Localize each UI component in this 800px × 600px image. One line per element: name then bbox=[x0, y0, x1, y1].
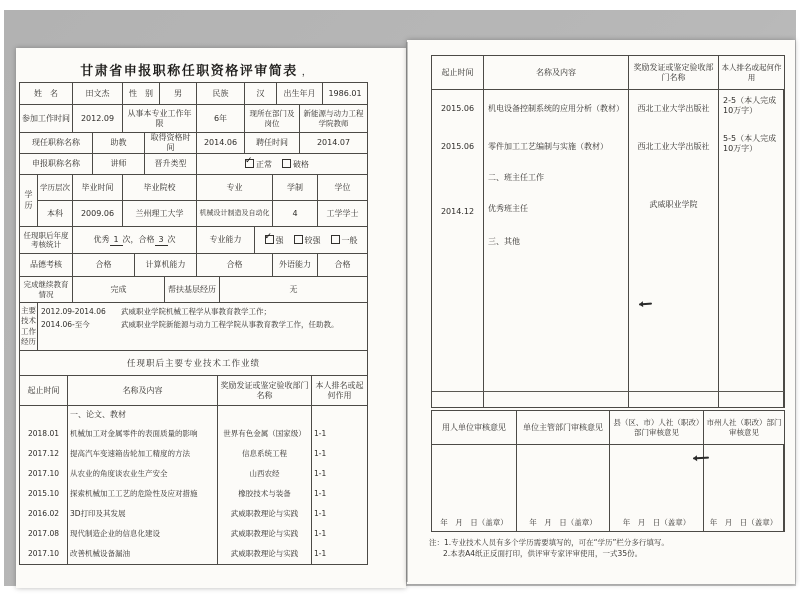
career-period: 2012.09-2014.06 bbox=[41, 307, 106, 316]
work-name: 从农业的角度谈农业生产安全 bbox=[68, 464, 218, 484]
footnote-line: 2.本表A4纸正反面打印，供评审专家评审使用，一式35份。 bbox=[443, 548, 643, 558]
language-value: 合格 bbox=[334, 260, 351, 269]
appraisal-stats-label: 任现职后年度考核统计 bbox=[20, 227, 73, 253]
table-row bbox=[20, 83, 367, 105]
birth-value: 1986.01 bbox=[328, 88, 362, 98]
works-header-name: 名称及内容 bbox=[484, 56, 629, 89]
edu-degree-value: 工学学士 bbox=[326, 208, 359, 218]
table-row bbox=[20, 227, 367, 254]
career-desc: 武威职业学院机械工程学从事教育教学工作； bbox=[121, 307, 271, 316]
review-supervisor-label: 单位主管部门审核意见 bbox=[517, 411, 610, 444]
empty-cell bbox=[218, 406, 312, 424]
computer-label: 计算机能力 bbox=[135, 254, 197, 276]
review-date-line: 年 月 日（盖章） bbox=[709, 518, 778, 527]
stats-text: 次，合格 bbox=[122, 235, 155, 244]
section-other-label: 三、其他 bbox=[488, 237, 520, 246]
career-period: 2014.06-至今 bbox=[41, 319, 90, 329]
edu-time-value: 2009.06 bbox=[73, 201, 123, 226]
review-county-label: 县（区、市）人社（职改）部门审核意见 bbox=[610, 411, 704, 444]
work-date: 2018.01 bbox=[20, 424, 68, 444]
continuing-edu-value: 完成 bbox=[73, 277, 165, 302]
gender-value: 男 bbox=[160, 83, 197, 104]
empty-cell bbox=[20, 406, 68, 424]
ability-strong-option bbox=[265, 235, 284, 246]
work-row bbox=[20, 504, 367, 524]
works-header-rank: 本人排名或起何作用 bbox=[315, 380, 364, 400]
stats-text: 次 bbox=[167, 235, 176, 244]
stats-excellent-count: 1 bbox=[110, 235, 123, 246]
checkbox-checked-icon bbox=[245, 159, 254, 168]
career-history-label: 主要技术工作经历 bbox=[20, 303, 38, 350]
years-label: 从事本专业工作年限 bbox=[123, 105, 197, 132]
footnote-prefix: 注： bbox=[429, 538, 444, 547]
work-row bbox=[20, 484, 367, 504]
edu-degree-label: 学位 bbox=[334, 182, 351, 192]
work-org: 世界有色金属（国家级） bbox=[218, 424, 312, 444]
review-city-label: 市州人社（职改）部门审核意见 bbox=[706, 418, 782, 437]
language-label: 外语能力 bbox=[273, 254, 318, 276]
section-banzhuren-label: 二、班主任工作 bbox=[488, 173, 544, 182]
review-header-row bbox=[432, 411, 784, 445]
review-employer-cell bbox=[432, 445, 517, 531]
work-date: 2017.12 bbox=[20, 444, 68, 464]
work-org: 武威职教理论与实践 bbox=[218, 524, 312, 544]
works-header-org: 奖励发证或鉴定验收部门名称 bbox=[629, 56, 719, 89]
review-employer-label: 用人单位审核意见 bbox=[432, 411, 517, 444]
hire-time-value: 2014.07 bbox=[316, 138, 351, 147]
work-rank: 1-1 bbox=[314, 429, 327, 439]
ability-normal-option bbox=[331, 235, 358, 246]
work-rank: 1-1 bbox=[314, 549, 327, 559]
table-row bbox=[20, 254, 367, 277]
form-title-text: 甘肃省申报职称任职资格评审简表 bbox=[80, 64, 298, 79]
work-date: 2017.10 bbox=[20, 464, 68, 484]
work-rank: 1-1 bbox=[314, 489, 327, 499]
work-row bbox=[20, 544, 367, 564]
dept-value: 新能源与动力工程学院教师 bbox=[303, 109, 364, 128]
edu-school-label: 毕业院校 bbox=[123, 175, 197, 200]
work-row bbox=[20, 464, 367, 484]
work-org: 信息系统工程 bbox=[218, 444, 312, 464]
work-rank: 2-5（本人完成10万字） bbox=[723, 96, 777, 116]
work-date: 2017.10 bbox=[20, 544, 68, 564]
work-start-label: 参加工作时间 bbox=[20, 105, 73, 132]
promo-type-label: 晋升类型 bbox=[145, 154, 197, 174]
education-rows bbox=[20, 175, 367, 227]
education-header-row bbox=[38, 175, 367, 201]
work-name: 提高汽车变速箱齿轮加工精度的方法 bbox=[68, 444, 218, 464]
work-name: 零件加工工艺编制与实施（教材） bbox=[488, 142, 608, 151]
works-category-row bbox=[20, 406, 367, 424]
title-ink-mark: ， bbox=[301, 67, 312, 78]
qual-time-label: 取得资格时间 bbox=[145, 133, 197, 153]
edu-major-value: 机械设计制造及自动化 bbox=[197, 201, 273, 226]
work-date: 2015.10 bbox=[20, 484, 68, 504]
promo-exception-label: 破格 bbox=[293, 159, 309, 169]
education-sub-table bbox=[38, 175, 367, 226]
work-name: 改善机械设备漏油 bbox=[68, 544, 218, 564]
review-date-line: 年 月 日（盖章） bbox=[529, 518, 597, 527]
work-date: 2014.12 bbox=[440, 207, 475, 216]
work-name: 现代制造企业的信息化建设 bbox=[68, 524, 218, 544]
work-name: 探索机械加工工艺的危险性及应对措施 bbox=[68, 484, 218, 504]
career-history-content bbox=[38, 303, 367, 350]
work-date: 2017.08 bbox=[20, 524, 68, 544]
table-row bbox=[20, 277, 367, 303]
footnote-text: 1.专业技术人员有多个学历需要填写的，可在“学历”栏分多行填写。 bbox=[444, 538, 669, 547]
current-title-label: 现任职称名称 bbox=[20, 133, 93, 153]
ability-label: 专业能力 bbox=[197, 227, 255, 253]
promo-normal-option bbox=[245, 159, 272, 170]
years-value: 6年 bbox=[197, 105, 245, 132]
work-row bbox=[20, 444, 367, 464]
promo-type-options bbox=[197, 154, 367, 174]
table-row bbox=[20, 105, 367, 133]
stats-text: 优秀 bbox=[93, 235, 110, 244]
work-rank: 1-1 bbox=[314, 529, 327, 539]
work-row bbox=[20, 524, 367, 544]
work-org: 武威职业学院 bbox=[649, 200, 698, 209]
footnote-line bbox=[429, 538, 789, 549]
work-rank: 1-1 bbox=[314, 449, 327, 459]
qual-time-value: 2014.06 bbox=[197, 133, 245, 153]
appraisal-stats-value bbox=[73, 227, 197, 253]
education-value-row bbox=[38, 201, 367, 226]
edu-time-label: 毕业时间 bbox=[73, 175, 123, 200]
form-title bbox=[16, 60, 376, 79]
edu-level-label: 学历层次 bbox=[38, 175, 73, 200]
grassroots-value: 无 bbox=[289, 284, 298, 294]
work-name: 优秀班主任 bbox=[488, 204, 528, 213]
works-header-row bbox=[20, 376, 367, 406]
edu-duration-value: 4 bbox=[273, 201, 318, 226]
work-name: 3D打印及其发展 bbox=[68, 504, 218, 524]
page-seam-shadow bbox=[406, 42, 408, 582]
ethnic-value: 汉 bbox=[245, 83, 277, 104]
empty-cell bbox=[312, 406, 367, 424]
checkbox-checked-icon bbox=[265, 235, 274, 244]
works-category-label: 一、论文、教材 bbox=[68, 406, 218, 424]
education-group-label: 学历 bbox=[20, 175, 38, 226]
work-org: 橡胶技术与装备 bbox=[218, 484, 312, 504]
name-value: 田文杰 bbox=[73, 83, 123, 104]
work-row bbox=[20, 424, 367, 444]
promo-normal-label: 正常 bbox=[256, 159, 272, 169]
career-line bbox=[41, 306, 367, 319]
name-label: 姓 名 bbox=[20, 83, 73, 104]
work-date: 2016.02 bbox=[20, 504, 68, 524]
gender-label: 性 别 bbox=[123, 83, 160, 104]
promo-exception-option bbox=[282, 159, 309, 170]
review-city-cell bbox=[704, 445, 784, 531]
achievements-continued-table bbox=[431, 55, 785, 408]
hire-time-label: 聘任时间 bbox=[245, 133, 300, 153]
work-start-value: 2012.09 bbox=[73, 105, 123, 132]
achievements-section-row bbox=[20, 351, 367, 376]
work-org: 西北工业大学出版社 bbox=[637, 142, 710, 151]
form-page-back bbox=[407, 40, 795, 584]
work-name: 机械加工对金属零件的表面质量的影响 bbox=[68, 424, 218, 444]
works-header-rank: 本人排名或起何作用 bbox=[721, 63, 782, 82]
checkbox-unchecked-icon bbox=[282, 159, 291, 168]
work-org: 武威职教理论与实践 bbox=[218, 544, 312, 564]
checkbox-unchecked-icon bbox=[331, 235, 340, 244]
works-body bbox=[432, 90, 784, 407]
dept-label: 现所在部门及岗位 bbox=[245, 105, 300, 132]
continuing-edu-label: 完成继续教育情况 bbox=[20, 277, 73, 302]
current-title-value: 助教 bbox=[93, 133, 145, 153]
work-date: 2015.06 bbox=[440, 104, 475, 113]
birth-label: 出生年月 bbox=[277, 83, 323, 104]
work-rank: 5-5（本人完成10万字） bbox=[723, 134, 777, 154]
moral-value: 合格 bbox=[73, 254, 135, 276]
applicant-info-table bbox=[19, 82, 368, 565]
grassroots-label: 帮扶基层经历 bbox=[165, 277, 220, 302]
checkbox-unchecked-icon bbox=[294, 235, 303, 244]
edu-school-value: 兰州理工大学 bbox=[123, 201, 197, 226]
works-header-date: 起止时间 bbox=[432, 56, 484, 89]
works-header-date: 起止时间 bbox=[20, 376, 68, 405]
work-rank: 1-1 bbox=[314, 509, 327, 519]
achievements-section-title: 任现职后主要专业技术工作业绩 bbox=[126, 359, 260, 369]
work-org: 武威职教理论与实践 bbox=[218, 504, 312, 524]
edu-level-value: 本科 bbox=[38, 201, 73, 226]
career-history-row bbox=[20, 303, 367, 351]
table-row bbox=[20, 133, 367, 154]
apply-title-value: 讲师 bbox=[93, 154, 145, 174]
ability-medium-option bbox=[294, 235, 321, 246]
works-rank-column bbox=[719, 90, 784, 407]
work-org: 西北工业大学出版社 bbox=[637, 104, 710, 113]
form-page-front bbox=[16, 48, 406, 588]
works-name-column bbox=[484, 90, 629, 407]
computer-value: 合格 bbox=[197, 254, 273, 276]
review-opinions-table bbox=[431, 410, 785, 532]
stats-qualified-count: 3 bbox=[155, 235, 168, 246]
career-desc: 武威职业学院新能源与动力工程学院从事教育教学工作，任助教。 bbox=[121, 319, 339, 329]
works-header-row bbox=[432, 56, 784, 90]
table-row bbox=[20, 154, 367, 175]
works-header-org: 奖励发证或鉴定验收部门名称 bbox=[218, 376, 312, 405]
edu-duration-label: 学制 bbox=[273, 175, 318, 200]
ability-medium-label: 较强 bbox=[304, 235, 321, 245]
work-date: 2015.06 bbox=[440, 142, 475, 151]
ability-normal-label: 一般 bbox=[341, 235, 358, 245]
work-rank: 1-1 bbox=[314, 469, 327, 479]
review-supervisor-cell bbox=[517, 445, 610, 531]
edu-major-label: 专业 bbox=[197, 175, 273, 200]
moral-label: 品德考核 bbox=[20, 254, 73, 276]
footnotes bbox=[429, 538, 789, 560]
review-body bbox=[432, 445, 784, 531]
works-date-column bbox=[432, 90, 484, 407]
works-org-column bbox=[629, 90, 719, 407]
review-date-line: 年 月 日（盖章） bbox=[440, 518, 508, 527]
scan-background bbox=[4, 10, 796, 586]
work-org: 山西农经 bbox=[218, 464, 312, 484]
ability-options bbox=[255, 227, 367, 253]
work-name: 机电设备控制系统的应用分析（教材） bbox=[488, 104, 624, 113]
review-date-line: 年 月 日（盖章） bbox=[622, 518, 691, 527]
table-divider-line bbox=[432, 391, 784, 392]
apply-title-label: 申报职称名称 bbox=[20, 154, 93, 174]
career-line bbox=[41, 319, 367, 332]
ethnic-label: 民族 bbox=[197, 83, 245, 104]
ability-strong-label: 强 bbox=[275, 235, 284, 245]
works-header-name: 名称及内容 bbox=[68, 376, 218, 405]
